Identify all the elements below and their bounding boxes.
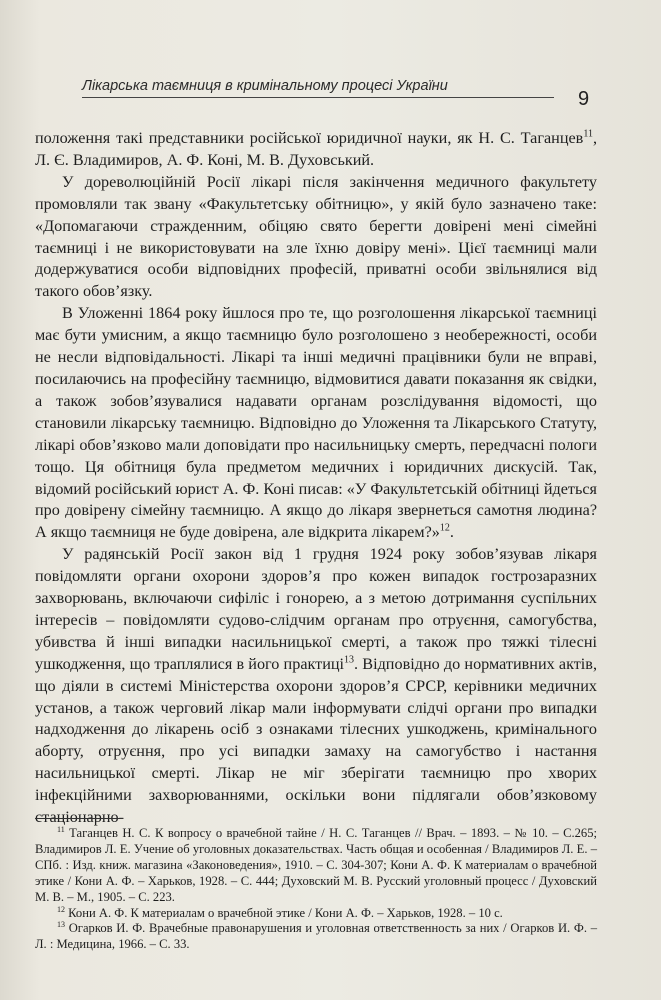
paragraph: У радянській Росії закон від 1 грудня 1924 року зобов’язував лікаря повідомляти органи охорони здоров’я про кожен випадок гострозаразних захворювань, включаючи сифіліс і гонорею, а з метою дотримання суспільних інтересів – повідомляти судово-слідчим органам про отруєння, самогубства, убивства й інші випадки насильницької смерті, а також про тяжкі тілесні ушкодження, що траплялися в його практиці$^{13}$. Відповідно до нормативних актів, що діяли в системі Міністерства охорони здоров’я СРСР, керівники медичних установ, а також черговий лікар мали інформувати слідчі органи про випадки надходження до лікарень осіб з ознаками тілесних ушкоджень, кримінального аборту, отруєння, про усі випадки замаху на самогубство і настання насильницької смерті. Лікар не міг зберігати таємницю про хворих інфекційними захворюваннями, оскільки вони підлягали обов’язковому стаціонарно- bbox=[35, 545, 597, 827]
footnote bbox=[35, 906, 597, 922]
footnote-separator bbox=[35, 818, 123, 819]
footnote bbox=[35, 921, 597, 953]
footnote-text: Огарков И. Ф. Врачебные правонарушения и уголовная ответственность за них / Огарков И. Ф. – Л. : Медицина, 1966. – С. 33. bbox=[35, 921, 597, 952]
footnote-number: 12 bbox=[57, 904, 65, 914]
footnote-ref: 11 bbox=[583, 128, 593, 140]
footnote-ref: 12 bbox=[439, 522, 450, 534]
footnote-text: Таганцев Н. С. К вопросу о врачебной тайне / Н. С. Таганцев // Врач. – 1893. – № 10. – С.265; Владимиров Л. Е. Учение об уголовных доказательствах. Часть общая и особенная / Владимиров Л. Е. – СПб. : Изд. книж. магазина «Законоведения», 1910. – С. 304-307; Кони А. Ф. К материалам о врачебной этике / Кони А. Ф. – Харьков, 1928. – С. 444; Духовский М. В. Русский уголовный процесс / Духовский М. В. – М., 1905. – С. 223. bbox=[35, 826, 598, 904]
paragraph: У дореволюційній Росії лікарі після закінчення медичного факультету промовляли так звану «Факультетську обітницю», у якій було зазначено таке: «Допомагаючи стражденним, обіцяю свято берегти довірені мені сімейні таємниці і не використовувати на зле їхню довіру мені». Цієї таємниці мали додержуватися особи відповідних професій, приватні особи звільнялися від такого обов’язку. bbox=[35, 172, 597, 301]
paragraph: В Уложенні 1864 року йшлося про те, що розголошення лікарської таємниці має бути умисним, а якщо таємницю було розголошено з необережності, особи не несли відповідальності. Лікарі та інші медичні працівники були не вправі, посилаючись на професійну таємницю, відмовитися давати показання як свідки, а також зобов’язувалися надавати органам розслідування відомості, що становили лікарську таємницю. Відповідно до Уложення та Лікарського Статуту, лікарі обов’язково мали доповідати про насильницьку смерть, передчасні пологи тощо. Ця обітниця була предметом медичних і юридичних дискусій. Так, відомий російський юрист А. Ф. Коні писав: «У Факультетській обітниці йдеться про довірену сімейну таємницю. А якщо до лікаря звернеться самотня людина? А якщо таємниця не буде довірена, але відкрита лікарем?»$^{12}$. bbox=[35, 304, 597, 542]
footnote-text: Кони А. Ф. К материалам о врачебной этике / Кони А. Ф. – Харьков, 1928. – 10 с. bbox=[68, 905, 503, 920]
footnote-number: 13 bbox=[57, 920, 65, 930]
footnote-ref: 13 bbox=[344, 654, 355, 666]
page-number: 9 bbox=[578, 88, 590, 110]
footnote bbox=[35, 826, 597, 906]
body-text bbox=[35, 128, 597, 829]
running-header: Лікарська таємниця в кримінальному процесі України bbox=[82, 78, 554, 98]
footnote-number: 11 bbox=[57, 824, 65, 834]
paragraph: положення такі представники російської юридичної науки, як Н. С. Таганцев$^{11}$, Л. Є. Владимиров, А. Ф. Коні, М. В. Духовський. bbox=[35, 128, 597, 169]
footnotes bbox=[35, 826, 597, 953]
